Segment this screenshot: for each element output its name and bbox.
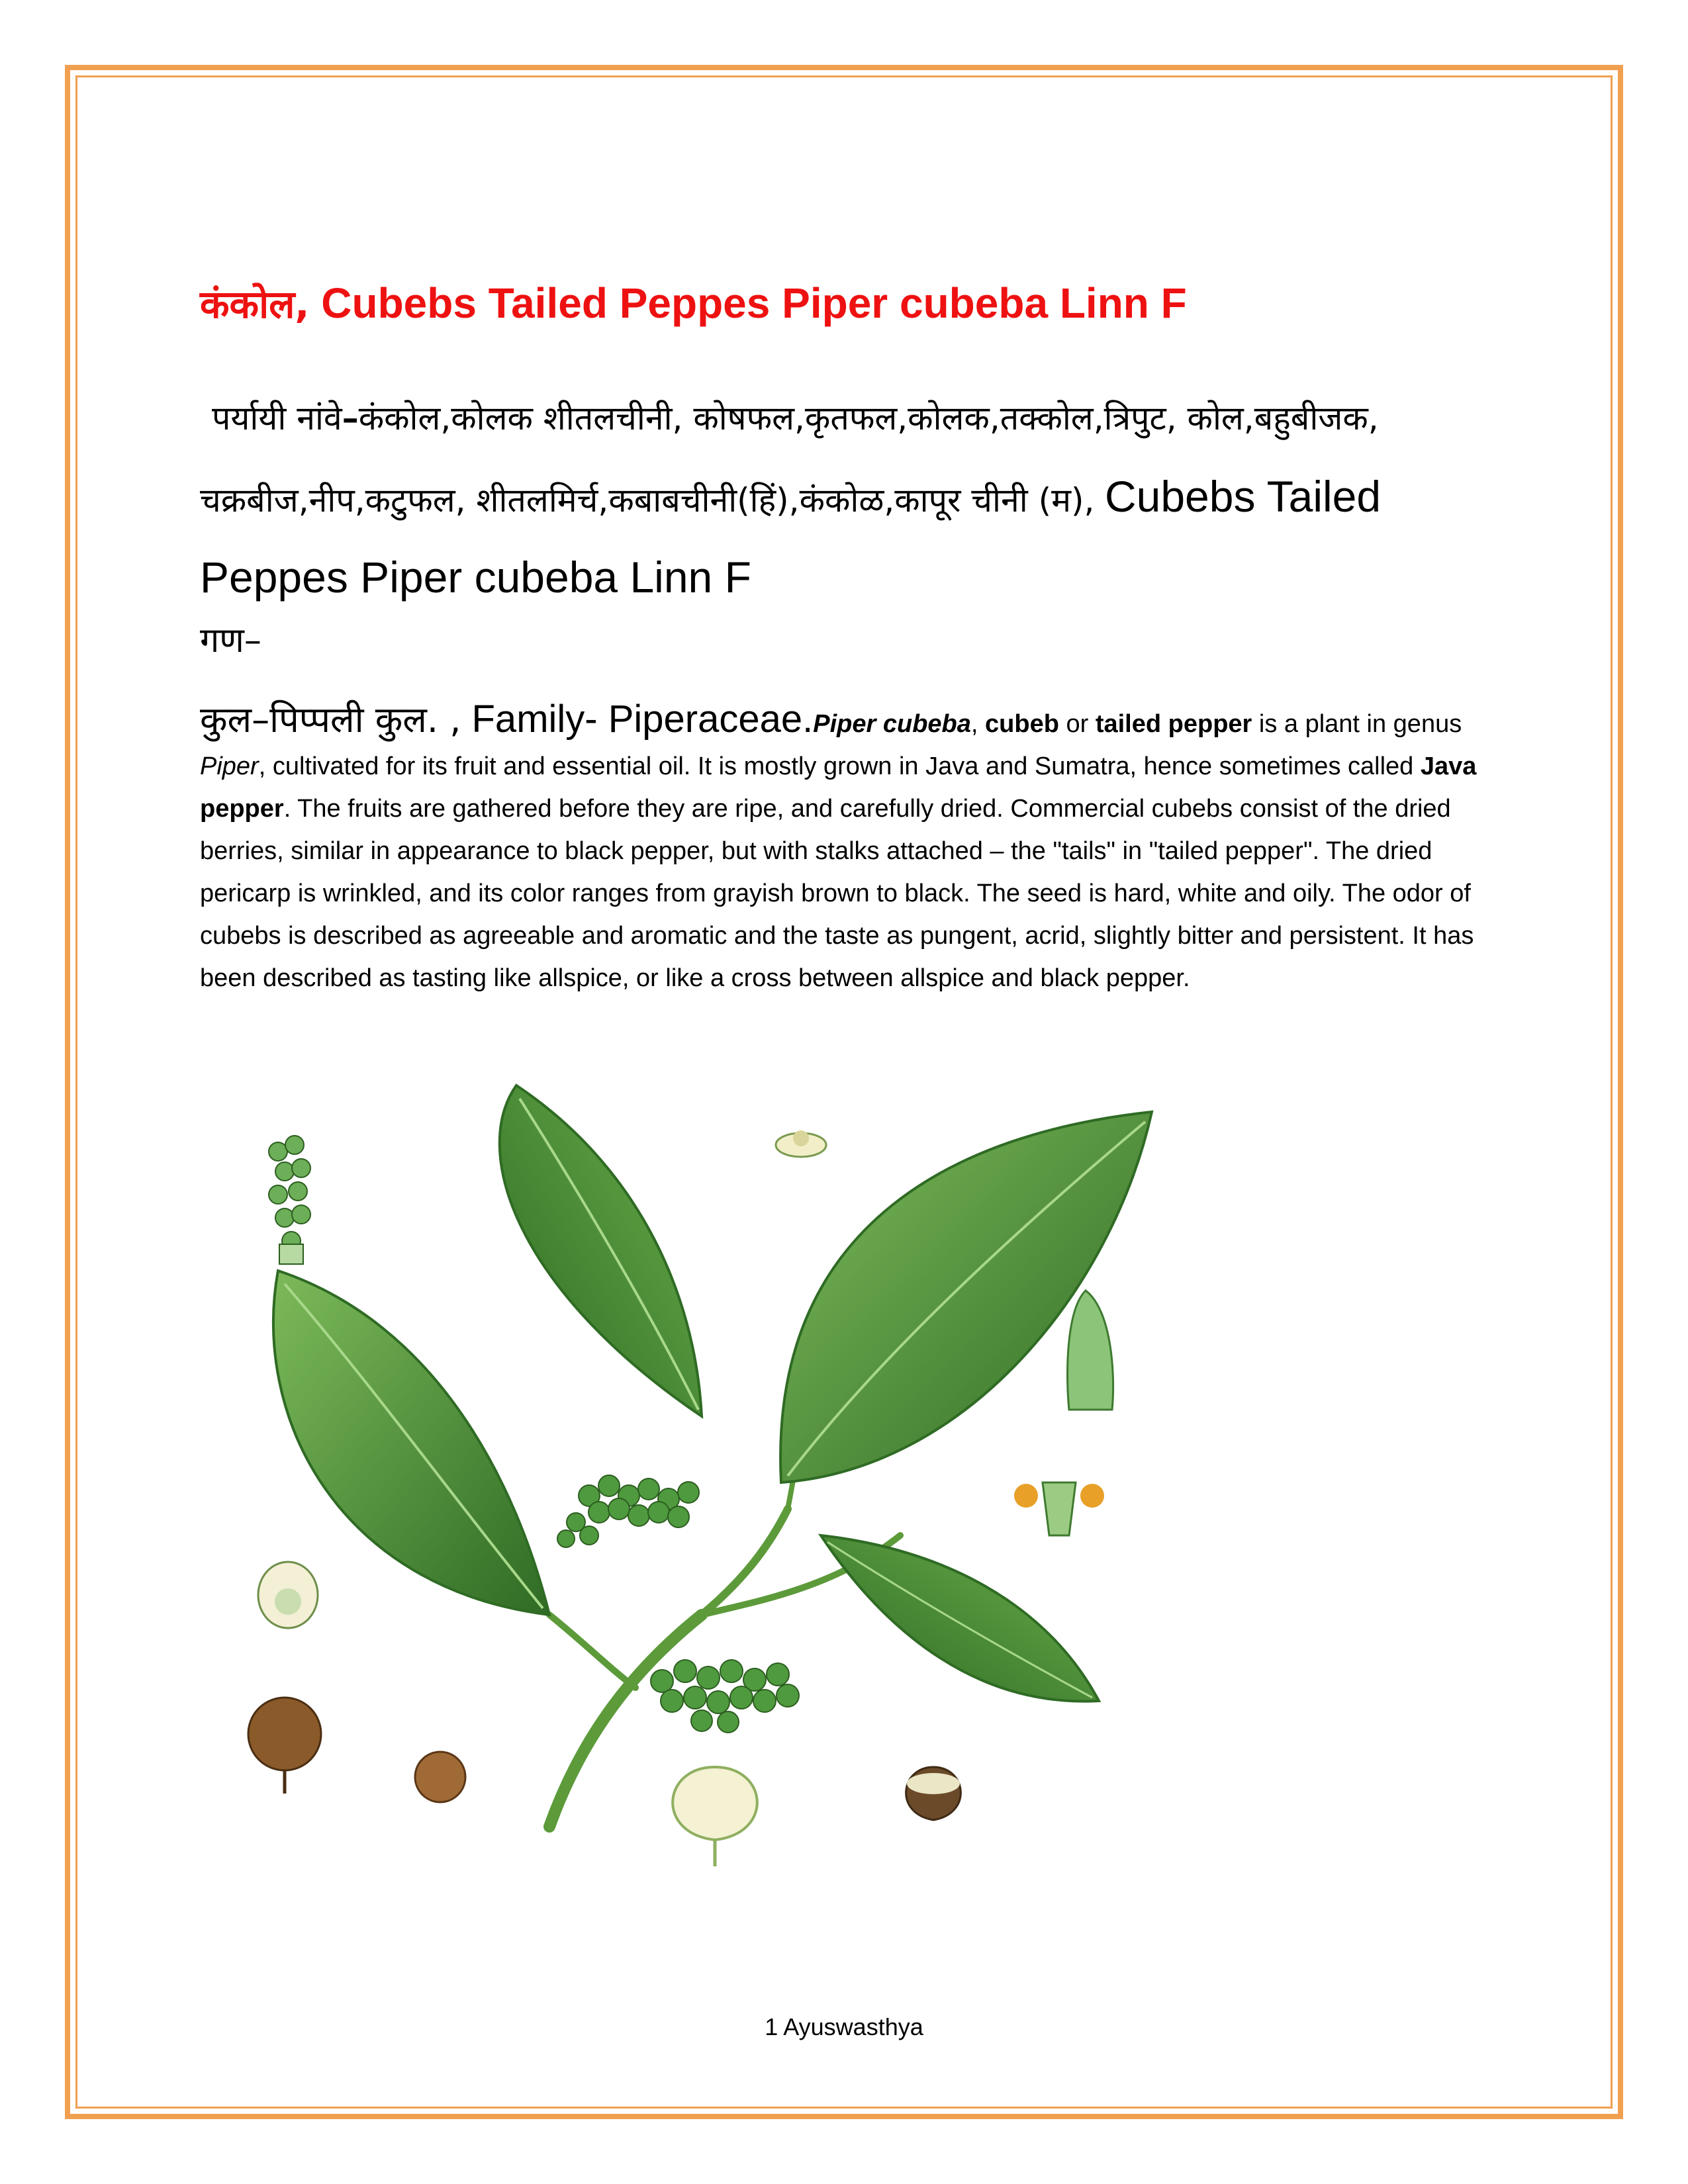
kul-label: कुल–पिप्पली कुल. , — [200, 699, 461, 741]
synonyms-line-2 — [200, 457, 1497, 540]
synonyms-latin-2: Peppes Piper cubeba Linn F — [200, 553, 751, 602]
flower-spike-left — [269, 1136, 310, 1264]
leaf-right-small — [821, 1535, 1099, 1702]
term-java-pepper: Java pepper — [200, 752, 1477, 823]
page-title — [200, 277, 1187, 329]
title-devanagari: कंकोल, — [200, 282, 310, 327]
term-tailed-pepper: tailed pepper — [1095, 710, 1252, 738]
synonyms-label: पर्यायी नांवे — [212, 399, 342, 437]
flower-spike-right — [1068, 1291, 1113, 1410]
text-part-3: . The fruits are gathered before they are ripe, and carefully dried. Commercial cubebs consist of the dried berries, similar in appearance to black pepper, but with stalks attached – the "tails" in "tailed pepper". The dried pericarp is wrinkled, and its color ranges from grayish brown to black. The seed is hard, white and oily. The odor of cubebs is described as agreeable and aromatic and the taste as pungent, acrid, slightly bitter and persistent. It has been described as tasting like allspice, or like a cross between allspice and black pepper. — [200, 795, 1474, 992]
synonyms-line-1 — [200, 377, 1497, 458]
genus-piper: Piper — [200, 752, 259, 780]
leaf-top-left — [500, 1085, 702, 1416]
fruit-section-middle — [673, 1767, 757, 1866]
fruit-section-right — [906, 1767, 961, 1820]
title-latin: Cubebs Tailed Peppes Piper cubeba Linn F — [321, 279, 1187, 327]
seed-section-top — [776, 1130, 826, 1157]
synonyms-line-3 — [200, 537, 1497, 619]
berry-cluster-upper — [557, 1475, 699, 1547]
leaf-left-large — [273, 1271, 549, 1615]
seed-detail-left — [258, 1562, 318, 1628]
synonyms-text-2: चक्रबीज,नीप,कटुफल, शीतलमिर्च,कबाबचीनी(हिं),कंकोळ,कापूर चीनी (म), — [200, 481, 1095, 520]
synonyms-dash: – — [342, 399, 359, 437]
species-name: Piper cubeba — [813, 710, 971, 738]
text-sep: , — [970, 710, 986, 738]
leaf-top-right — [780, 1112, 1152, 1482]
family-label: Family- Piperaceae. — [461, 698, 814, 741]
text-part-2: , cultivated for its fruit and essential oil. It is mostly grown in Java and Sumatra, hence sometimes called — [258, 752, 1421, 780]
synonyms-latin-1: Cubebs Tailed — [1104, 472, 1382, 521]
page-footer: 1 Ayuswasthya — [765, 2013, 923, 2040]
text-part-1: is a plant in genus — [1252, 710, 1462, 738]
synonyms-text-1: कंकोल,कोलक शीतलचीनी, कोषफल,कृतफल,कोलक,तक्कोल,त्रिपुट, कोल,बहुबीजक, — [358, 399, 1379, 437]
dried-berry — [248, 1698, 321, 1794]
seed-round — [415, 1752, 465, 1802]
flower-detail — [1014, 1482, 1104, 1535]
text-or: or — [1058, 710, 1096, 738]
gana-label: गण– — [200, 621, 261, 660]
berry-cluster-lower — [651, 1660, 799, 1733]
piper-cubeba-illustration — [238, 1072, 1178, 1946]
description-paragraph — [200, 698, 1497, 999]
term-cubeb: cubeb — [985, 710, 1059, 738]
